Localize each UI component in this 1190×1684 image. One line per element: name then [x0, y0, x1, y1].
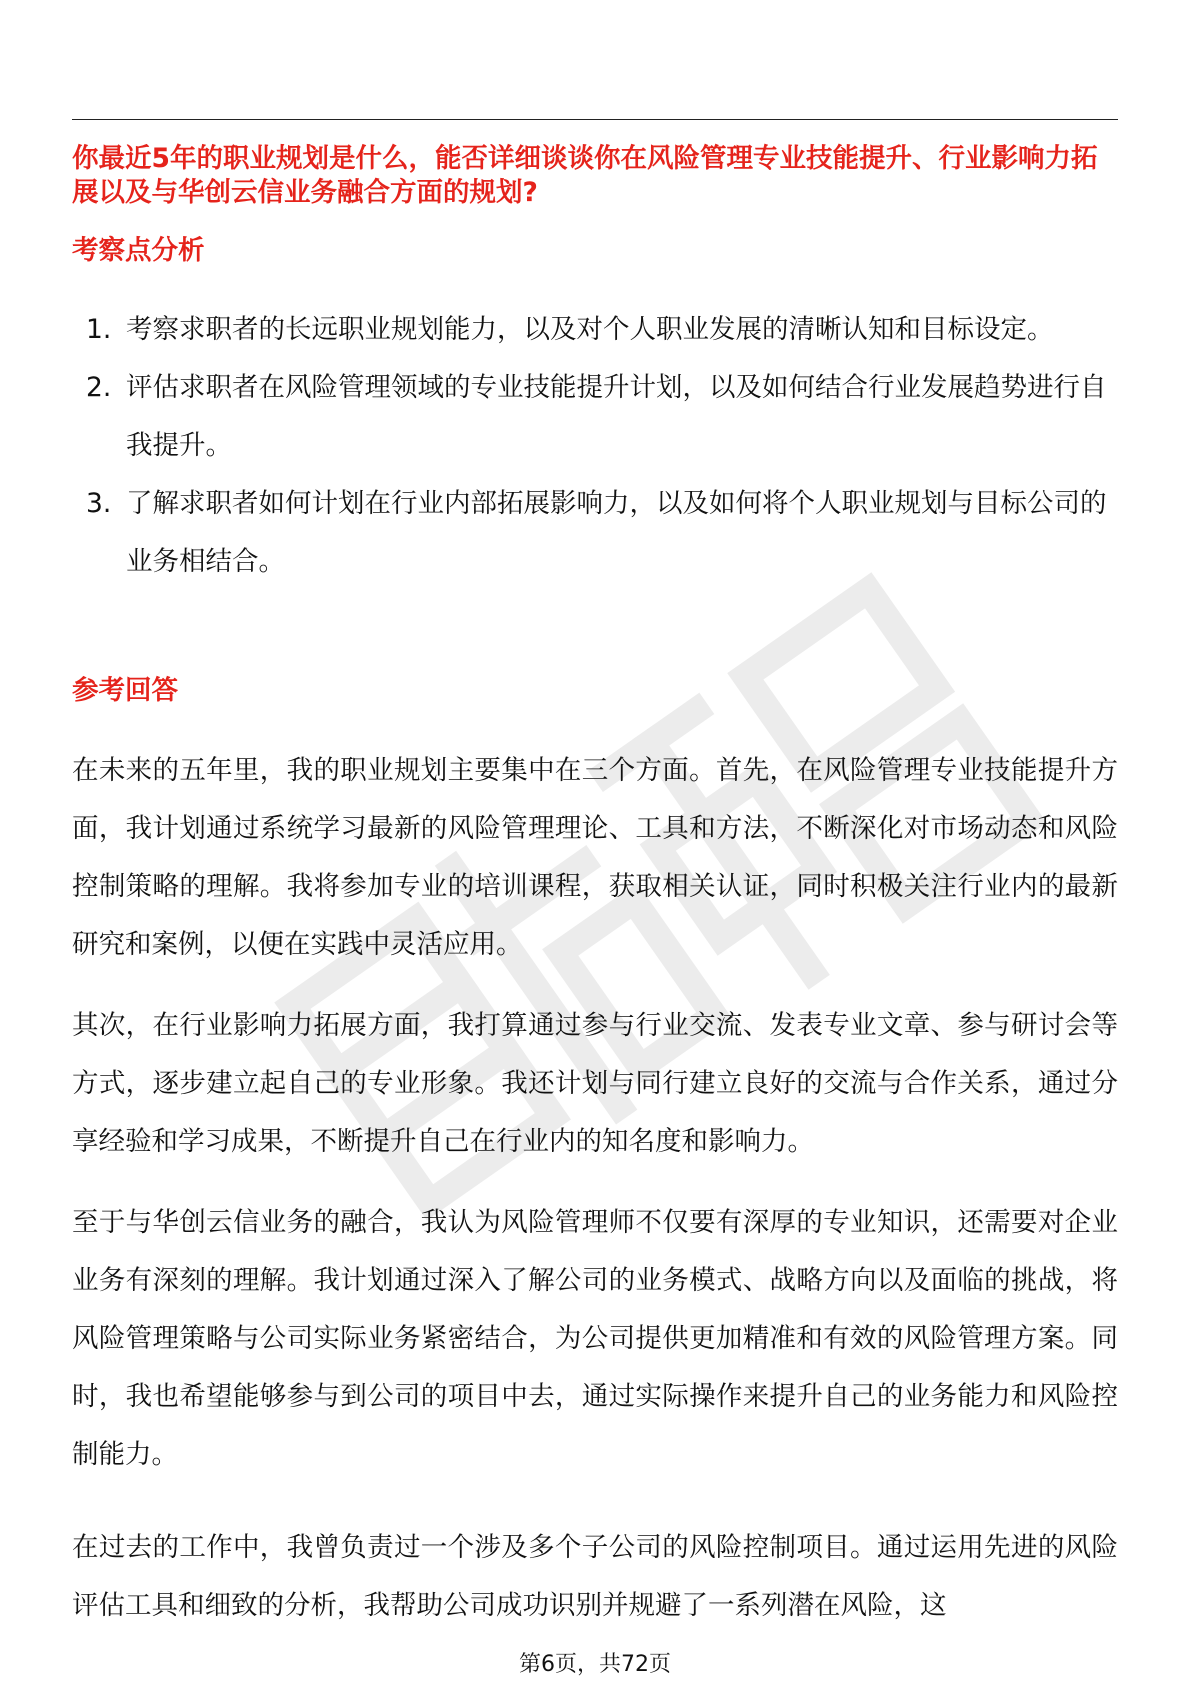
point-text: 评估求职者在风险管理领域的专业技能提升计划，以及如何结合行业发展趋势进行自我提升。 — [126, 372, 1107, 461]
answer-heading: 参考回答 — [72, 675, 178, 706]
interview-question: 你最近5年的职业规划是什么，能否详细谈谈你在风险管理专业技能提升、行业影响力拓展以及与华创云信业务融合方面的规划? — [72, 143, 1098, 208]
point-number: 2. — [86, 372, 112, 403]
analysis-point — [72, 301, 1118, 359]
analysis-point — [72, 475, 1118, 591]
analysis-heading: 考察点分析 — [72, 235, 205, 266]
page-number-footer: 第6页，共72页 — [519, 1652, 671, 1677]
answer-paragraph: 在未来的五年里，我的职业规划主要集中在三个方面。首先，在风险管理专业技能提升方面，我计划通过系统学习最新的风险管理理论、工具和方法，不断深化对市场动态和风险控制策略的理解。我将参加专业的培训课程，获取相关认证，同时积极关注行业内的最新研究和案例，以便在实践中灵活应用。 — [72, 755, 1118, 960]
point-text: 了解求职者如何计划在行业内部拓展影响力，以及如何将个人职业规划与目标公司的业务相结合。 — [126, 488, 1107, 577]
answer-paragraph: 其次，在行业影响力拓展方面，我打算通过参与行业交流、发表专业文章、参与研讨会等方式，逐步建立起自己的专业形象。我还计划与同行建立良好的交流与合作关系，通过分享经验和学习成果，不断提升自己在行业内的知名度和影响力。 — [72, 1010, 1118, 1157]
answer-paragraph: 至于与华创云信业务的融合，我认为风险管理师不仅要有深厚的专业知识，还需要对企业业务有深刻的理解。我计划通过深入了解公司的业务模式、战略方向以及面临的挑战，将风险管理策略与公司实际业务紧密结合，为公司提供更加精准和有效的风险管理方案。同时，我也希望能够参与到公司的项目中去，通过实际操作来提升自己的业务能力和风险控制能力。 — [72, 1207, 1118, 1470]
point-number: 3. — [86, 488, 112, 519]
top-divider — [72, 119, 1118, 120]
point-text: 考察求职者的长远职业规划能力，以及对个人职业发展的清晰认知和目标设定。 — [126, 314, 1054, 345]
answer-paragraph: 在过去的工作中，我曾负责过一个涉及多个子公司的风险控制项目。通过运用先进的风险评估工具和细致的分析，我帮助公司成功识别并规避了一系列潜在风险，这 — [72, 1532, 1118, 1621]
analysis-point — [72, 359, 1118, 475]
analysis-points-list — [72, 301, 1118, 591]
point-number: 1. — [86, 314, 112, 345]
